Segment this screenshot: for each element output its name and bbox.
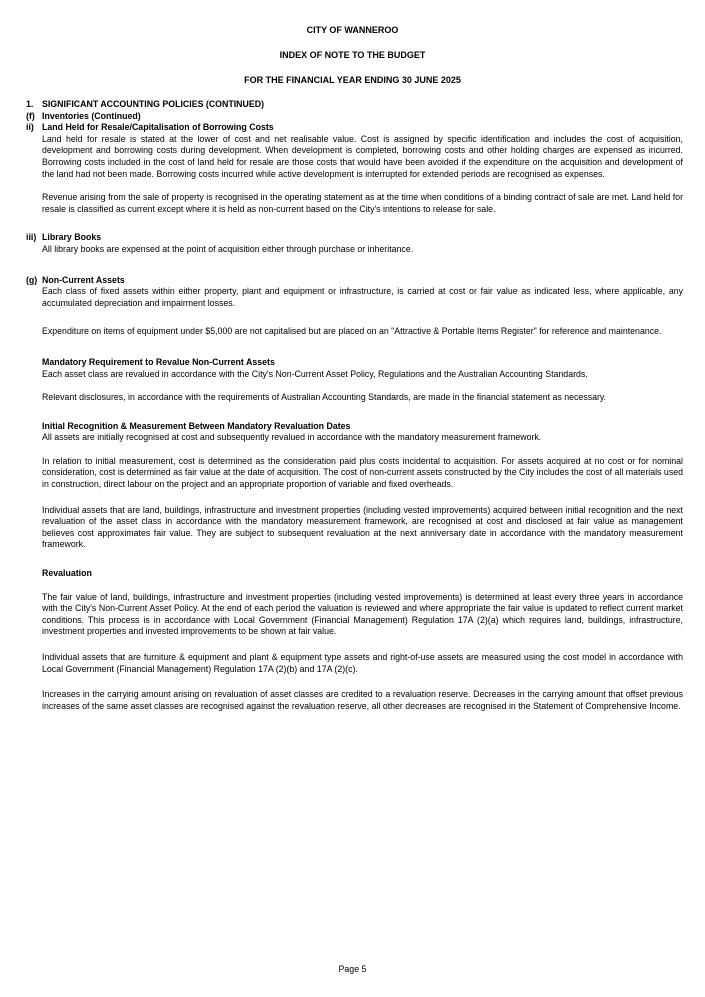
policy-paragraph: Individual assets that are furniture & equipment and plant & equipment type assets and right-of-use assets are measured using the cost model in accordance with Local Government (Financial Management) Regulation 17A (2)(b) and 17A (2)(c). <box>42 652 683 674</box>
policy-paragraph: Relevant disclosures, in accordance with the requirements of Australian Accounting Standards, are made in the financial statement as necessary. <box>42 392 607 403</box>
policy-paragraph: Each class of fixed assets within either property, plant and equipment or infrastructure, is carried at cost or fair value as indicated less, where applicable, any accumulated depreciation and impairment losses. <box>42 286 683 308</box>
section-number-label: (f) <box>26 110 35 121</box>
doc-period: FOR THE FINANCIAL YEAR ENDING 30 JUNE 2025 <box>244 75 461 85</box>
policy-paragraph: Revenue arising from the sale of property is recognised in the operating statement as at the time when conditions of a binding contract of sale are met. Land held for resale is classified as current except where it is held as non-current based on the City's intentions to release for sale. <box>42 192 683 214</box>
section-number-label: ii) <box>26 122 34 133</box>
policy-paragraph: Individual assets that are land, buildings, infrastructure and investment properties (including vested improvements) acquired between initial recognition and the next revaluation of the asset class in accordance with the mandatory measurement framework, are recognised at cost and disclosed at fair value as management believes cost approximates fair value. They are subject to subsequent revaluation at the next anniversary date in accordance with the mandatory measurement framework. <box>42 504 683 550</box>
document-header <box>0 0 705 86</box>
policy-paragraph: Increases in the carrying amount arising on revaluation of asset classes are credited to a revaluation reserve. Decreases in the carrying amount that offset previous increases of the same asset classes are recognised against the revaluation reserve, all other decreases are recognised in the Statement of Comprehensive Income. <box>42 689 683 711</box>
policy-paragraph: In relation to initial measurement, cost is determined as the consideration paid plus costs incidental to acquisition. For assets acquired at no cost or for nominal consideration, cost is determined as fair value at the date of acquisition. The cost of non-current assets constructed by the City includes the cost of all materials used in construction, direct labour on the project and an appropriate proportion of variable and fixed overheads. <box>42 455 683 490</box>
section-heading-iii <box>26 232 683 244</box>
doc-title: INDEX OF NOTE TO THE BUDGET <box>279 50 426 60</box>
subsection-heading: Mandatory Requirement to Revalue Non-Current Assets <box>42 356 275 367</box>
section-heading-text: SIGNIFICANT ACCOUNTING POLICIES (CONTINUED) <box>42 99 265 109</box>
policy-paragraph: Expenditure on items of equipment under $5,000 are not capitalised but are placed on an "Attractive & Portable Items Register" for reference and maintenance. <box>42 326 662 337</box>
section-heading-text: Land Held for Resale/Capitalisation of Borrowing Costs <box>42 122 274 133</box>
policy-paragraph: The fair value of land, buildings, infrastructure and investment properties (including vested improvements) is determined at least every three years in accordance with the City's Non-Current Asset Policy. At the end of each period the valuation is reviewed and where appropriate the fair value is updated to reflect current market conditions. This process is in accordance with Local Government (Financial Management) Regulation 17A (2)(a) which requires land, buildings, infrastructure, investment properties and invested improvements to be shown at fair value. <box>42 591 683 637</box>
document-body <box>0 99 705 712</box>
section-heading-text: Non-Current Assets <box>42 274 125 285</box>
subsection-heading: Initial Recognition & Measurement Between Mandatory Revaluation Dates <box>42 420 351 431</box>
section-number-label: (g) <box>26 274 38 285</box>
policy-paragraph: All library books are expensed at the point of acquisition either through purchase or inheritance. <box>42 243 414 254</box>
doc-org-title: CITY OF WANNEROO <box>306 25 399 35</box>
section-heading-text: Inventories (Continued) <box>42 110 141 121</box>
section-heading-ii <box>26 122 683 134</box>
section-number-label: 1. <box>26 99 34 109</box>
policy-paragraph: Each asset class are revalued in accordance with the City's Non-Current Asset Policy, Regulations and the Australian Accounting Standards. <box>42 368 588 379</box>
policy-paragraph: Land held for resale is stated at the lower of cost and net realisable value. Cost is assigned by specific identification and includes the cost of acquisition, development and borrowing costs during development. When development is completed, borrowing costs and other holding charges are expensed as incurred. Borrowing costs included in the cost of land held for resale are those costs that would have been avoided if the expenditure on the acquisition and development of the land had not been made. Borrowing costs incurred while active development is interrupted for extended periods are recognised as expenses. <box>42 133 683 179</box>
section-heading-f <box>26 111 683 123</box>
section-heading-1 <box>26 99 683 111</box>
section-heading-g <box>26 275 683 287</box>
policy-paragraph: All assets are initially recognised at cost and subsequently revalued in accordance with the mandatory measurement framework. <box>42 432 542 443</box>
section-heading-text: Library Books <box>42 232 102 243</box>
page-number: Page 5 <box>338 964 367 974</box>
section-number-label: iii) <box>26 232 37 243</box>
subsection-heading: Revaluation <box>42 568 92 579</box>
